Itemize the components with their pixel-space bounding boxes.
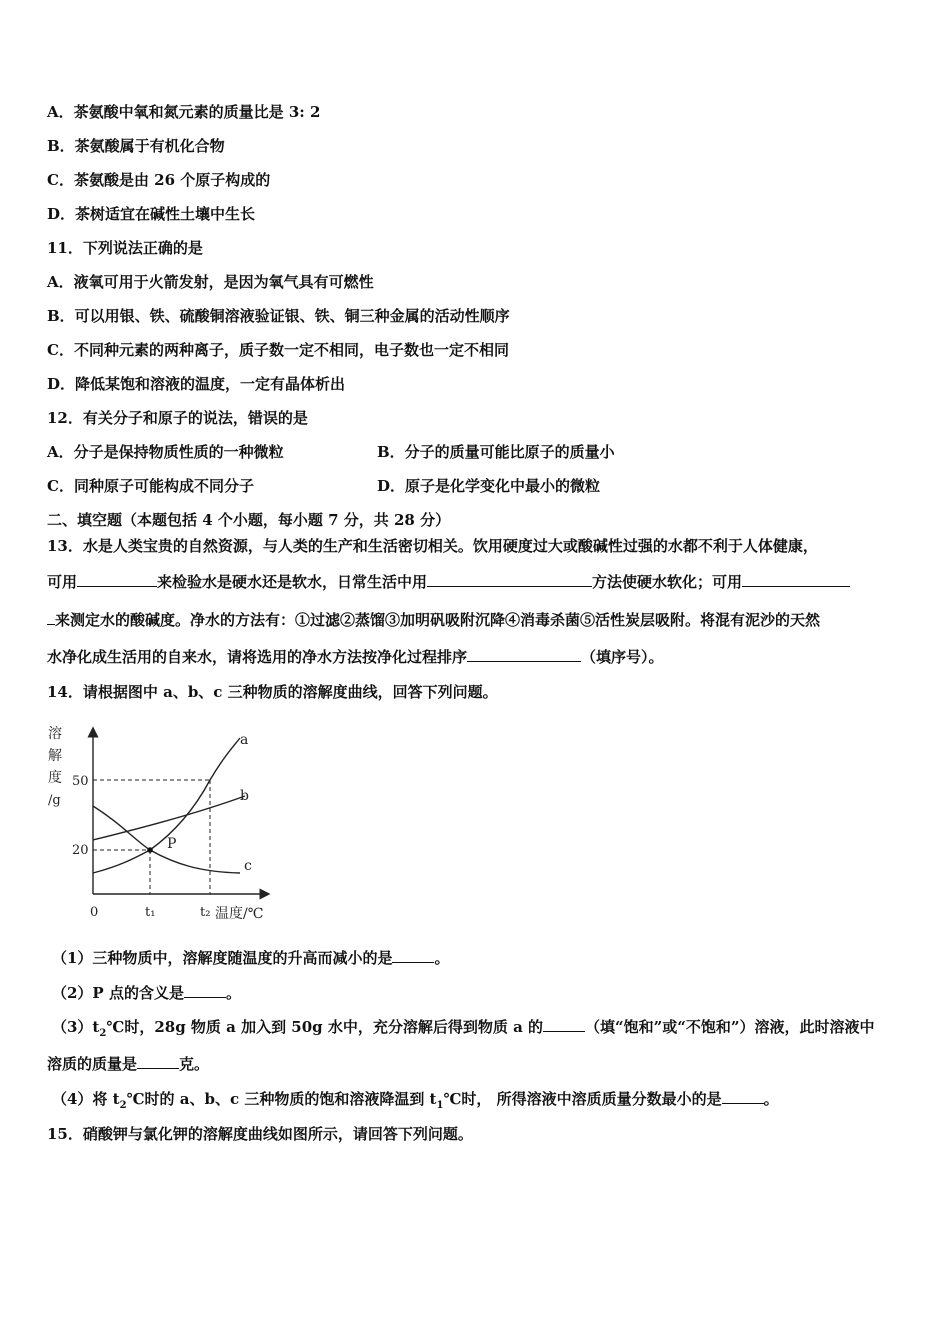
q14-part-4 bbox=[52, 1089, 779, 1116]
q13-line-2 bbox=[47, 572, 850, 592]
x-tick-t2: t₂ bbox=[200, 905, 211, 920]
answer-blank[interactable] bbox=[742, 572, 850, 587]
q13-text: （填序号）。 bbox=[581, 648, 664, 666]
q14-text: 。 bbox=[225, 984, 241, 1002]
section-2-heading: 二、填空题（本题包括 4 个小题，每小题 7 分，共 28 分） bbox=[47, 511, 451, 529]
q10-option-a: A．茶氨酸中氧和氮元素的质量比是 3: 2 bbox=[47, 103, 321, 121]
q14-text: ℃时， 所得溶液中溶质质量分数最小的是 bbox=[443, 1090, 722, 1108]
q11-option-b: B．可以用银、铁、硫酸铜溶液验证银、铁、铜三种金属的活动性顺序 bbox=[47, 307, 510, 325]
q14-text: ℃时，28g 物质 a 加入到 50g 水中，充分溶解后得到物质 a 的 bbox=[106, 1018, 544, 1036]
answer-blank[interactable] bbox=[467, 647, 581, 662]
x-tick-t1: t₁ bbox=[145, 905, 156, 920]
q12-option-b: B．分子的质量可能比原子的质量小 bbox=[377, 443, 615, 461]
answer-blank[interactable] bbox=[77, 572, 157, 587]
q14-text: ℃时的 a、b、c 三种物质的饱和溶液降温到 t bbox=[126, 1090, 437, 1108]
y-label-char: 度 bbox=[48, 770, 62, 786]
q14-stem: 14．请根据图中 a、b、c 三种物质的溶解度曲线，回答下列问题。 bbox=[47, 683, 498, 701]
y-label-char: 解 bbox=[48, 748, 62, 764]
q11-stem: 11．下列说法正确的是 bbox=[47, 239, 203, 257]
q15-stem: 15．硝酸钾与氯化钾的溶解度曲线如图所示，请回答下列问题。 bbox=[47, 1125, 473, 1143]
q14-text: 。 bbox=[434, 949, 450, 967]
q13-line-1: 13．水是人类宝贵的自然资源，与人类的生产和生活密切相关。饮用硬度过大或酸碱性过强的水都不利于人体健康， bbox=[47, 537, 818, 555]
y-label-char: 溶 bbox=[48, 726, 62, 742]
answer-blank[interactable] bbox=[392, 948, 434, 963]
series-label-c: c bbox=[244, 858, 252, 874]
answer-blank[interactable] bbox=[722, 1089, 764, 1104]
q14-text: （4）将 t bbox=[52, 1090, 120, 1108]
y-tick-20: 20 bbox=[72, 843, 89, 858]
solubility-chart bbox=[40, 720, 280, 930]
x-axis-label: 温度/℃ bbox=[215, 906, 264, 922]
q13-line-3 bbox=[47, 610, 820, 630]
q10-option-b: B．茶氨酸属于有机化合物 bbox=[47, 137, 225, 155]
q14-text: （3）t bbox=[52, 1018, 100, 1036]
answer-blank[interactable] bbox=[47, 610, 55, 625]
q11-option-a: A．液氧可用于火箭发射，是因为氧气具有可燃性 bbox=[47, 273, 374, 291]
q11-option-c: C．不同种元素的两种离子，质子数一定不相同，电子数也一定不相同 bbox=[47, 341, 509, 359]
q12-option-c: C．同种原子可能构成不同分子 bbox=[47, 477, 254, 495]
q13-text: 水净化成生活用的自来水，请将选用的净水方法按净化过程排序 bbox=[47, 648, 468, 666]
q13-text: 可用 bbox=[47, 573, 78, 591]
series-label-b: b bbox=[240, 788, 249, 804]
q14-text: （2）P 点的含义是 bbox=[52, 984, 184, 1002]
q14-part-3 bbox=[52, 1017, 875, 1044]
q14-text: （1）三种物质中，溶解度随温度的升高而减小的是 bbox=[52, 949, 393, 967]
q14-part-1 bbox=[52, 948, 449, 968]
x-origin-label: 0 bbox=[90, 905, 99, 920]
q13-text: 来检验水是硬水还是软水，日常生活中用 bbox=[157, 573, 428, 591]
answer-blank[interactable] bbox=[137, 1054, 179, 1069]
subscript: 1 bbox=[436, 1100, 444, 1111]
subscript: 2 bbox=[99, 1028, 107, 1039]
answer-blank[interactable] bbox=[543, 1017, 585, 1032]
q12-option-a: A．分子是保持物质性质的一种微粒 bbox=[47, 443, 284, 461]
point-p bbox=[147, 847, 153, 853]
q10-option-d: D．茶树适宜在碱性土壤中生长 bbox=[47, 205, 256, 223]
y-label-char: /g bbox=[48, 793, 61, 808]
y-tick-50: 50 bbox=[72, 774, 89, 789]
q14-text: 。 bbox=[763, 1090, 779, 1108]
q13-text: 方法使硬水软化；可用 bbox=[592, 573, 743, 591]
q10-option-c: C．茶氨酸是由 26 个原子构成的 bbox=[47, 171, 271, 189]
q12-option-d: D．原子是化学变化中最小的微粒 bbox=[377, 477, 601, 495]
q14-text: 溶质的质量是 bbox=[47, 1055, 138, 1073]
q14-text: 克。 bbox=[179, 1055, 210, 1073]
series-label-a: a bbox=[240, 732, 249, 748]
q12-stem: 12．有关分子和原子的说法，错误的是 bbox=[47, 409, 308, 427]
answer-blank[interactable] bbox=[427, 572, 592, 587]
q13-line-4 bbox=[47, 647, 664, 667]
q11-option-d: D．降低某饱和溶液的温度，一定有晶体析出 bbox=[47, 375, 346, 393]
q13-text: 来测定水的酸碱度。净水的方法有：①过滤②蒸馏③加明矾吸附沉降④消毒杀菌⑤活性炭层吸附。将混有泥沙的天然 bbox=[55, 611, 821, 629]
point-p-label: P bbox=[167, 836, 177, 852]
q14-part-2 bbox=[52, 983, 241, 1003]
answer-blank[interactable] bbox=[184, 983, 226, 998]
q14-part-3-cont bbox=[47, 1054, 209, 1074]
subscript: 2 bbox=[119, 1100, 127, 1111]
q14-text: （填“饱和”或“不饱和”）溶液，此时溶液中 bbox=[585, 1018, 875, 1036]
